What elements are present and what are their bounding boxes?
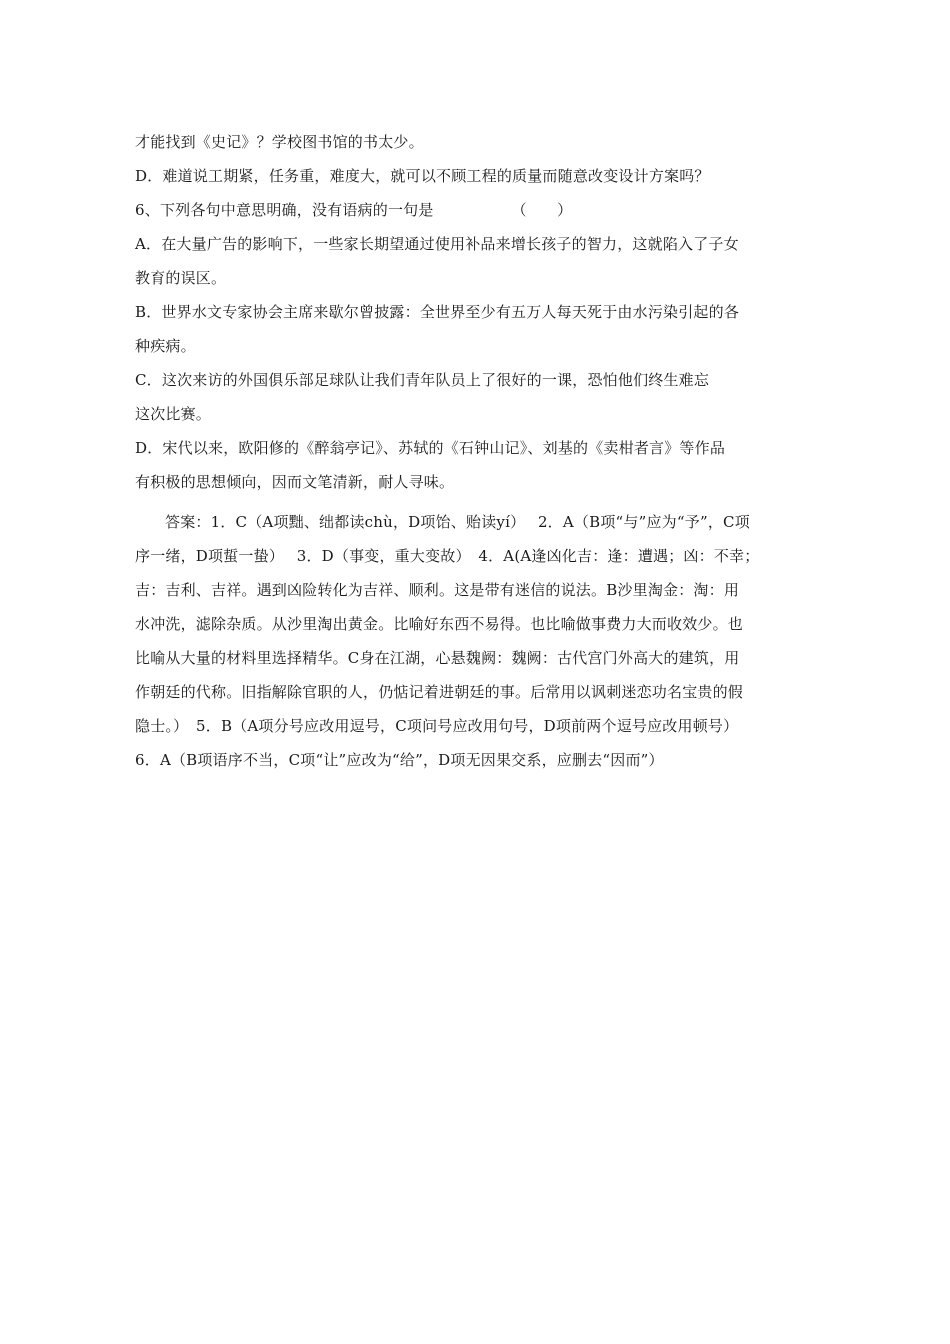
option-c-line-1: C．这次来访的外国俱乐部足球队让我们青年队员上了很好的一课，恐怕他们终生难忘 (135, 371, 710, 389)
option-c-line-2: 这次比赛。 (135, 405, 212, 423)
option-d-line-1: D．宋代以来，欧阳修的《醉翁亭记》、苏轼的《石钟山记》、刘基的《卖柑者言》等作品 (135, 439, 726, 457)
option-b-line-1: B．世界水文专家协会主席来歇尔曾披露：全世界至少有五万人每天死于由水污染引起的各 (135, 303, 740, 321)
option-a-line-1: A．在大量广告的影响下，一些家长期望通过使用补品来增长孩子的智力，这就陷入了子女 (135, 235, 739, 253)
option-b-line-2: 种疾病。 (135, 337, 196, 355)
answer-line-3: 吉：吉利、吉祥。遇到凶险转化为吉祥、顺利。这是带有迷信的说法。B沙里淘金：淘：用 (135, 581, 740, 599)
answer-line-1: 答案：1．C（A项黜、绌都读chù，D项饴、贻读yí） 2．A（B项“与”应为“予”，C项 (165, 513, 750, 531)
option-d-q5: D．难道说工期紧，任务重，难度大，就可以不顾工程的质量而随意改变设计方案吗？ (135, 167, 710, 185)
answer-line-8: 6．A（B项语序不当，C项“让”应改为“给”，D项无因果交系，应删去“因而”） (135, 751, 664, 769)
text-line-1: 才能找到《史记》？学校图书馆的书太少。 (135, 133, 424, 151)
answer-line-6: 作朝廷的代称。旧指解除官职的人，仍惦记着进朝廷的事。后常用以讽刺迷恋功名宝贵的假 (135, 683, 744, 701)
answer-line-4: 水冲洗，滤除杂质。从沙里淘出黄金。比喻好东西不易得。也比喻做事费力大而收效少。也 (135, 615, 744, 633)
option-d-line-2: 有积极的思想倾向，因而文笔清新，耐人寻味。 (135, 473, 455, 491)
answer-line-7: 隐士。） 5．B（A项分号应改用逗号，C项问号应改用句号，D项前两个逗号应改用顿号） (135, 717, 739, 735)
answer-line-5: 比喻从大量的材料里选择精华。C身在江湖，心悬魏阙：魏阙：古代宫门外高大的建筑，用 (135, 649, 740, 667)
answer-line-2: 序一绪，D项蜇一蛰） 3．D（事变，重大变故） 4．A(A逢凶化吉：逢：遭遇；凶：不幸； (135, 547, 760, 565)
option-a-line-2: 教育的误区。 (135, 269, 227, 287)
question-6-stem: 6、下列各句中意思明确，没有语病的一句是 (135, 201, 434, 219)
question-6-line (135, 200, 572, 220)
answer-blank: （ ） (511, 201, 573, 219)
